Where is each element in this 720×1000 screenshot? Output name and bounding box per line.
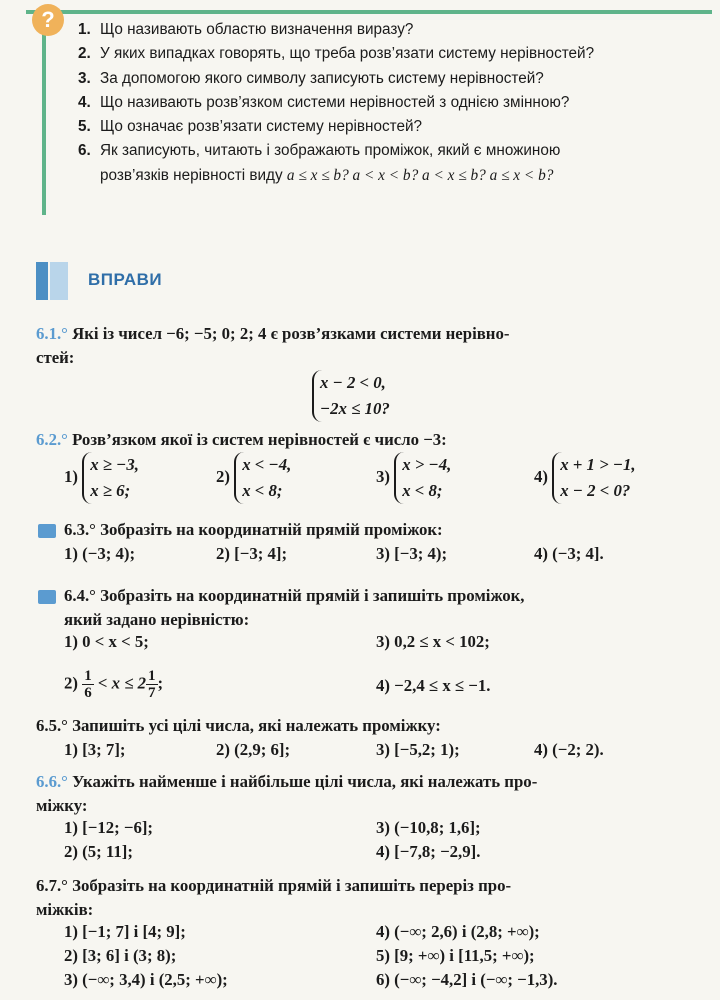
exercise-text: Укажіть найменше і найбільше цілі числа, які належать про- (72, 772, 538, 791)
list-item: 1) [−12; −6]; (64, 818, 154, 837)
list-item: 2) $\frac{1}{6}$ < x ≤ 2 $\frac{1}{7}$ ; (64, 668, 164, 701)
list-item: 2) [−3; 4]; (216, 544, 288, 563)
exercise-text-cont: міжку: (36, 796, 88, 815)
exercise-number: 6.4.° (64, 586, 96, 605)
list-item: 1) [−1; 7] і [4; 9]; (64, 922, 186, 941)
exercise-text-cont: який задано нерівністю: (64, 610, 250, 629)
section-bar (36, 262, 48, 300)
book-marker-icon (38, 524, 56, 538)
exercise-6-2-option: 2) x < −4, x < 8; (216, 452, 291, 504)
exercise-6-7 (36, 874, 706, 922)
system-line: x − 2 < 0, (320, 373, 386, 392)
exercise-text: Запишіть усі цілі числа, які належать проміжку: (72, 716, 441, 735)
list-item: 2) [3; 6] і (3; 8); (64, 946, 177, 965)
exercise-text-cont: стей: (36, 348, 75, 367)
question-item: 3. За допомогою якого символу записують систему нерівностей? (78, 69, 544, 87)
question-text-cont: розв’язків нерівності виду (100, 166, 283, 184)
question-item: 6. Як записують, читають і зображають проміжок, який є множиною розв’язків нерівності виду a ≤ x ≤ b? a < x < b? a < x ≤ b? a ≤ x < b? (78, 142, 561, 184)
list-item: 2) (2,9; 6]; (216, 740, 291, 759)
question-circle-icon: ? (32, 4, 64, 36)
exercise-6-2-option: 3) x > −4, x < 8; (376, 452, 451, 504)
exercise-6-3 (64, 518, 704, 542)
list-item: 3) [−5,2; 1); (376, 740, 460, 759)
list-item: 1) [3; 7]; (64, 740, 126, 759)
list-item: 4) (−2; 2). (534, 740, 604, 759)
exercise-text: Зобразіть на координатній прямій і запишіть переріз про- (72, 876, 512, 895)
exercise-text: Розв’язком якої із систем нерівностей є число −3: (72, 430, 447, 449)
exercise-number: 6.5.° (36, 716, 68, 735)
list-item: 3) 0,2 ≤ x < 102; (376, 632, 490, 651)
list-item: 2) (5; 11]; (64, 842, 133, 861)
book-marker-icon (38, 590, 56, 604)
section-header (36, 262, 716, 300)
question-item: 4. Що називають розв’язком системи нерівностей з однією змінною? (78, 93, 570, 111)
exercise-6-2 (36, 428, 706, 452)
exercise-6-1 (36, 322, 706, 370)
exercise-text-cont: міжків: (36, 900, 94, 919)
exercise-6-6 (36, 770, 706, 818)
list-item: 4) [−7,8; −2,9]. (376, 842, 481, 861)
exercise-6-5 (36, 714, 706, 738)
exercise-6-2-option: 4) x + 1 > −1, x − 2 < 0? (534, 452, 636, 504)
exercise-number: 6.3.° (64, 520, 96, 539)
exercise-number: 6.6.° (36, 772, 68, 791)
question-forms: a ≤ x ≤ b? a < x < b? a < x ≤ b? a ≤ x < b? (286, 166, 554, 184)
list-item: 1) 0 < x < 5; (64, 632, 149, 651)
list-item: 4) −2,4 ≤ x ≤ −1. (376, 676, 491, 695)
list-item: 3) (−∞; 3,4) і (2,5; +∞); (64, 970, 228, 989)
list-item: 4) (−∞; 2,6) і (2,8; +∞); (376, 922, 540, 941)
section-bar-light (50, 262, 68, 300)
questions-list (78, 18, 708, 188)
list-item: 4) (−3; 4]. (534, 544, 604, 563)
question-item: 1. Що називають областю визначення виразу? (78, 21, 414, 38)
section-title: ВПРАВИ (88, 270, 163, 289)
list-item: 1) (−3; 4); (64, 544, 136, 563)
exercise-6-2-option: 1) x ≥ −3, x ≥ 6; (64, 452, 139, 504)
exercise-number: 6.7.° (36, 876, 68, 895)
question-item: 2. У яких випадках говорять, що треба розв’язати систему нерівностей? (78, 45, 595, 63)
list-item: 6) (−∞; −4,2] і (−∞; −1,3). (376, 970, 558, 989)
list-item: 3) [−3; 4); (376, 544, 448, 563)
exercise-number: 6.2.° (36, 430, 68, 449)
question-text: Як записують, читають і зображають проміжок, який є множиною (100, 142, 561, 160)
system-line: −2x ≤ 10? (320, 399, 390, 418)
list-item: 3) (−10,8; 1,6]; (376, 818, 481, 837)
exercise-6-1-system (312, 370, 390, 422)
questions-top-rule (26, 10, 712, 14)
question-item: 5. Що означає розв’язати систему нерівностей? (78, 118, 423, 136)
exercise-text: Зобразіть на координатній прямій і запишіть проміжок, (100, 586, 525, 605)
list-item: 5) [9; +∞) і [11,5; +∞); (376, 946, 535, 965)
exercise-text: Зобразіть на координатній прямій проміжок: (100, 520, 443, 539)
exercise-number: 6.1.° (36, 324, 68, 343)
questions-side-rule (42, 10, 46, 215)
fraction: $\frac{1}{6}$ (84, 668, 92, 701)
exercise-text: Які із чисел −6; −5; 0; 2; 4 є розв’язками системи нерівно- (72, 324, 510, 343)
questions-block (14, 4, 716, 214)
fraction: $\frac{1}{7}$ (148, 668, 156, 701)
exercise-6-4 (64, 584, 704, 632)
